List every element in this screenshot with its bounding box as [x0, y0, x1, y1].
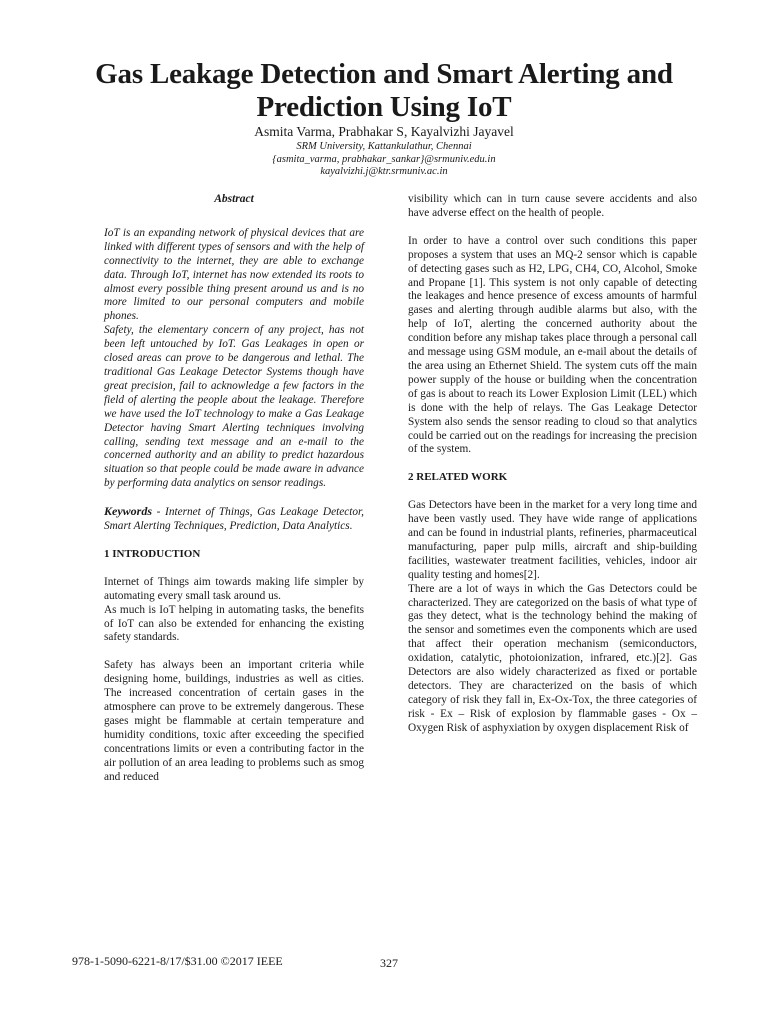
introduction-heading: 1 INTRODUCTION	[104, 547, 201, 560]
related-paragraph-2: There are a lot of ways in which the Gas Detectors could be characterized. They are categorized on the basis of what type of gas they detect, what is the technology behind the making of the sensor and sometimes even the components which are used that affect their operation mechanism (semiconductors, oxidation, catalytic, photoionization, infrared, etc.)[2]. Gas Detectors are also widely characterized as fixed or portable detectors. They are characterized on the basis of which category of risk they fall in, Ex-Ox-Tox, the three categories of risk - Ex – Risk of explosion by flammable gases - Ox – Oxygen Risk of asphyxiation by oxygen displacement Risk of	[408, 582, 697, 734]
paper-title: Gas Leakage Detection and Smart Alerting and Prediction Using IoT	[95, 58, 673, 123]
page-number: 327	[380, 956, 398, 970]
abstract-paragraph-1: IoT is an expanding network of physical devices that are linked with different types of sensors and with the help of connectivity to the internet, they are able to exchange data. Through IoT, internet has now extended its roots to almost every possible thing present around us and is no more limited to our personal computers and mobile phones.	[104, 226, 364, 323]
related-work-heading: 2 RELATED WORK	[408, 471, 508, 484]
affiliation	[60, 141, 708, 179]
authors: Asmita Varma, Prabhakar S, Kayalvizhi Jayavel	[254, 124, 514, 139]
intro-paragraph-2: As much is IoT helping in automating tasks, the benefits of IoT can also be extended for enhancing the existing safety standards.	[104, 603, 364, 644]
keywords-label: Keywords	[104, 504, 152, 519]
intro-paragraph-3: Safety has always been an important criteria while designing home, buildings, industries as well as cities. The increased concentration of certain gases in the atmosphere can prove to be extremely dangerous. These gases might be flammable at certain temperature and humidity conditions, toxic after exceeding the specified concentrations limits or even a contributing factor in the air pollution of an area leading to problems such as smog and reduced	[104, 659, 364, 783]
keywords-text: - Internet of Things, Gas Leakage Detector, Smart Alerting Techniques, Prediction, Data Analytics.	[104, 506, 364, 533]
right-column	[408, 193, 697, 736]
intro-paragraph-1: Internet of Things aim towards making life simpler by automating every small task around us.	[104, 575, 364, 602]
keywords	[104, 505, 364, 534]
affiliation-email-1: {asmita_varma, prabhakar_sankar}@srmuniv.edu.in	[272, 153, 496, 165]
footer-isbn: 978-1-5090-6221-8/17/$31.00 ©2017 IEEE	[72, 954, 283, 968]
intro-continued: visibility which can in turn cause severe accidents and also have adverse effect on the health of people.	[408, 193, 697, 219]
abstract-paragraph-2: Safety, the elementary concern of any project, has not been left untouched by IoT. Gas Leakages in open or closed areas can prove to be dangerous and lethal. The traditional Gas Leakage Detector Systems though have great precision, fail to acknowledge a few factors in the field of alerting the people about the leakage. Therefore we have used the IoT technology to make a Gas Leakage Detector having Smart Alerting techniques involving calling, sending text message and an e-mail to the concerned authority and an ability to predict hazardous situation so that people could be made aware in advance by performing data analytics on sensor readings.	[104, 324, 364, 490]
abstract-heading: Abstract	[214, 193, 254, 205]
related-paragraph-1: Gas Detectors have been in the market for a very long time and have been vastly used. They have wide range of applications and can be found in industrial plants, refineries, pharmaceutical manufacturing, paper pulp mills, aircraft and ship-building facilities, wastewater treatment facilities, vehicles, indoor air quality testing and homes[2].	[408, 499, 697, 581]
affiliation-institution: SRM University, Kattankulathur, Chennai	[296, 141, 472, 152]
proposal-paragraph: In order to have a control over such conditions this paper proposes a system that uses an MQ-2 sensor which is capable of detecting gases such as H2, LPG, CH4, CO, Alcohol, Smoke and Propane [1]. This system is not only capable of detecting the leakages and hence presence of excess amounts of harmful gases and alerting through audible alarms but also, with the help of IoT, alerting the concerned authority about the condition before any mishap takes place through a personal call and message using GSM module, an e-mail about the details of the area using an Ethernet Shield. The system cuts off the main power supply of the house or building when the concentration of gas is about to reach its Lower Explosion Limit (LEL) which is done with the help of relays. The Gas Leakage Detector System also sends the sensor reading to cloud so that analytics could be carried out on the readings for increasing the precision of the system.	[408, 234, 697, 456]
left-column	[104, 193, 364, 785]
affiliation-email-2: kayalvizhi.j@ktr.srmuniv.ac.in	[320, 166, 448, 177]
